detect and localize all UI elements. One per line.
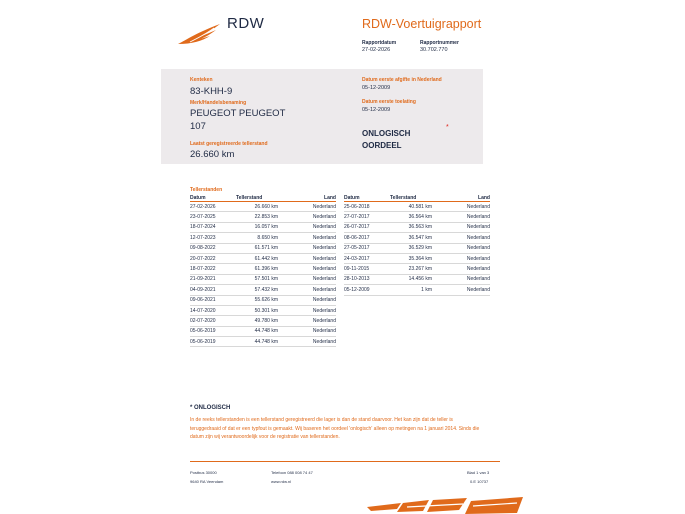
row-date: 08-06-2017 [344, 234, 370, 241]
row-date: 05-12-2009 [344, 286, 370, 293]
row-mileage: 36.564 km [408, 214, 432, 221]
row-mileage: 61.571 km [254, 245, 278, 252]
table-row [190, 264, 336, 274]
row-mileage: 14.456 km [408, 276, 432, 283]
row-date: 18-07-2024 [190, 224, 216, 231]
tellerstanden-title: Tellerstanden [190, 187, 223, 193]
mileage-table-left [190, 194, 336, 347]
table-row [344, 254, 490, 264]
row-country: Nederland [466, 234, 490, 241]
row-date: 20-07-2022 [190, 255, 216, 262]
row-country: Nederland [312, 328, 336, 335]
row-mileage: 40.581 km [408, 203, 432, 210]
row-mileage: 23.267 km [408, 266, 432, 273]
row-country: Nederland [312, 234, 336, 241]
row-country: Nederland [312, 203, 336, 210]
table-row [190, 275, 336, 285]
footer-phone: Telefoon 088 008 74 47 [271, 470, 313, 475]
rdw-logo-icon [176, 22, 222, 46]
row-mileage: 49.780 km [254, 317, 278, 324]
tellerstand-label: Laatst geregistreerde tellerstand [190, 141, 268, 147]
logo-text: RDW [227, 15, 265, 32]
row-date: 02-07-2020 [190, 317, 216, 324]
row-country: Nederland [312, 307, 336, 314]
row-country: Nederland [466, 214, 490, 221]
first-admission-label: Datum eerste toelating [362, 99, 416, 105]
row-date: 12-07-2023 [190, 234, 216, 241]
table-row [344, 285, 490, 295]
row-date: 24-03-2017 [344, 255, 370, 262]
note-text: In de reeks tellerstanden is een tellerstand geregistreerd die lager is dan de stand daarvoor. Het kan zijn dat de teller is teruggedraaid of dat er een typfout is gemaakt. Wij baseren het oordeel 'onlogisch' alleen op metingen na 1 januari 2014. Sinds die datum zijn wij verantwoordelijk voor de registratie van tellerstanden. [190, 417, 480, 440]
row-mileage: 57.432 km [254, 286, 278, 293]
table-row [190, 212, 336, 222]
kenteken-label: Kenteken [190, 77, 213, 83]
report-title: RDW-Voertuigrapport [362, 17, 482, 31]
row-date: 04-09-2021 [190, 286, 216, 293]
row-country: Nederland [312, 224, 336, 231]
row-country: Nederland [466, 276, 490, 283]
table-row [190, 285, 336, 295]
row-date: 21-09-2021 [190, 276, 216, 283]
row-country: Nederland [466, 203, 490, 210]
vehicle-summary [161, 69, 483, 164]
table-row [190, 316, 336, 326]
row-country: Nederland [312, 297, 336, 304]
table-row [344, 264, 490, 274]
decorative-stripes-icon [367, 497, 527, 514]
table-row [190, 327, 336, 337]
table-row [190, 233, 336, 243]
row-mileage: 8.650 km [257, 234, 278, 241]
row-country: Nederland [312, 214, 336, 221]
merk-value-line2: 107 [190, 121, 206, 132]
row-country: Nederland [466, 255, 490, 262]
table-row [190, 296, 336, 306]
table-row [190, 254, 336, 264]
row-country: Nederland [312, 338, 336, 345]
row-mileage: 50.301 km [254, 307, 278, 314]
row-date: 09-06-2021 [190, 297, 216, 304]
row-date: 09-11-2015 [344, 266, 370, 273]
table-row [344, 233, 490, 243]
row-mileage: 61.442 km [254, 255, 278, 262]
table-row [344, 223, 490, 233]
row-mileage: 61.396 km [254, 266, 278, 273]
table-row [344, 212, 490, 222]
row-date: 09-08-2022 [190, 245, 216, 252]
mileage-table-right [344, 194, 490, 296]
row-mileage: 36.529 km [408, 245, 432, 252]
first-issue-nl-label: Datum eerste afgifte in Nederland [362, 77, 442, 83]
report-number: Rapportnummer 30.702.770 [420, 40, 459, 53]
row-date: 23-07-2025 [190, 214, 216, 221]
table-row [190, 306, 336, 316]
row-country: Nederland [312, 266, 336, 273]
row-country: Nederland [312, 286, 336, 293]
verdict: ONLOGISCH OORDEEL [362, 129, 411, 150]
row-mileage: 35.364 km [408, 255, 432, 262]
row-date: 28-10-2013 [344, 276, 370, 283]
row-mileage: 57.501 km [254, 276, 278, 283]
table-row [344, 244, 490, 254]
row-country: Nederland [466, 266, 490, 273]
row-mileage: 22.853 km [254, 214, 278, 221]
table-row [190, 244, 336, 254]
row-date: 27-05-2017 [344, 245, 370, 252]
row-date: 25-06-2018 [344, 203, 370, 210]
table-header: Datum Tellerstand Land [190, 194, 336, 201]
report-date: Rapportdatum 27-02-2026 [362, 40, 397, 53]
table-row [190, 337, 336, 347]
row-country: Nederland [312, 255, 336, 262]
footer-code: 0.E 10737 [470, 479, 489, 484]
footer-page: Blad 1 van 3 [467, 470, 490, 475]
row-date: 27-07-2017 [344, 214, 370, 221]
row-date: 05-06-2019 [190, 328, 216, 335]
table-row [344, 202, 490, 212]
footer-address-1: Postbus 30000 [190, 470, 217, 475]
row-date: 14-07-2020 [190, 307, 216, 314]
row-country: Nederland [312, 245, 336, 252]
footer-divider [190, 461, 500, 462]
row-country: Nederland [466, 245, 490, 252]
row-mileage: 16.057 km [254, 224, 278, 231]
first-issue-nl-value: 05-12-2009 [362, 85, 391, 91]
row-mileage: 1 km [421, 286, 432, 293]
kenteken-value: 83-KHH-9 [190, 86, 233, 97]
row-mileage: 44.748 km [254, 328, 278, 335]
table-header: Datum Tellerstand Land [344, 194, 490, 201]
row-mileage: 36.563 km [408, 224, 432, 231]
row-country: Nederland [466, 224, 490, 231]
row-country: Nederland [312, 317, 336, 324]
footer-address-2: 9640 RA Veendam [190, 479, 224, 484]
note-title: * ONLOGISCH [190, 405, 231, 411]
row-mileage: 55.626 km [254, 297, 278, 304]
table-row [190, 223, 336, 233]
row-date: 05-06-2019 [190, 338, 216, 345]
row-date: 26-07-2017 [344, 224, 370, 231]
row-mileage: 44.748 km [254, 338, 278, 345]
verdict-star-icon: * [446, 124, 449, 131]
row-mileage: 36.547 km [408, 234, 432, 241]
table-row [344, 275, 490, 285]
table-row [190, 202, 336, 212]
merk-value-line1: PEUGEOT PEUGEOT [190, 108, 286, 119]
merk-label: Merk/Handelsbenaming [190, 100, 247, 106]
row-date: 18-07-2022 [190, 266, 216, 273]
tellerstand-value: 26.660 km [190, 149, 235, 160]
first-admission-value: 05-12-2009 [362, 107, 391, 113]
footer-web: www.rdw.nl [271, 479, 292, 484]
row-mileage: 26.660 km [254, 203, 278, 210]
row-country: Nederland [466, 286, 490, 293]
row-date: 27-02-2026 [190, 203, 216, 210]
row-country: Nederland [312, 276, 336, 283]
